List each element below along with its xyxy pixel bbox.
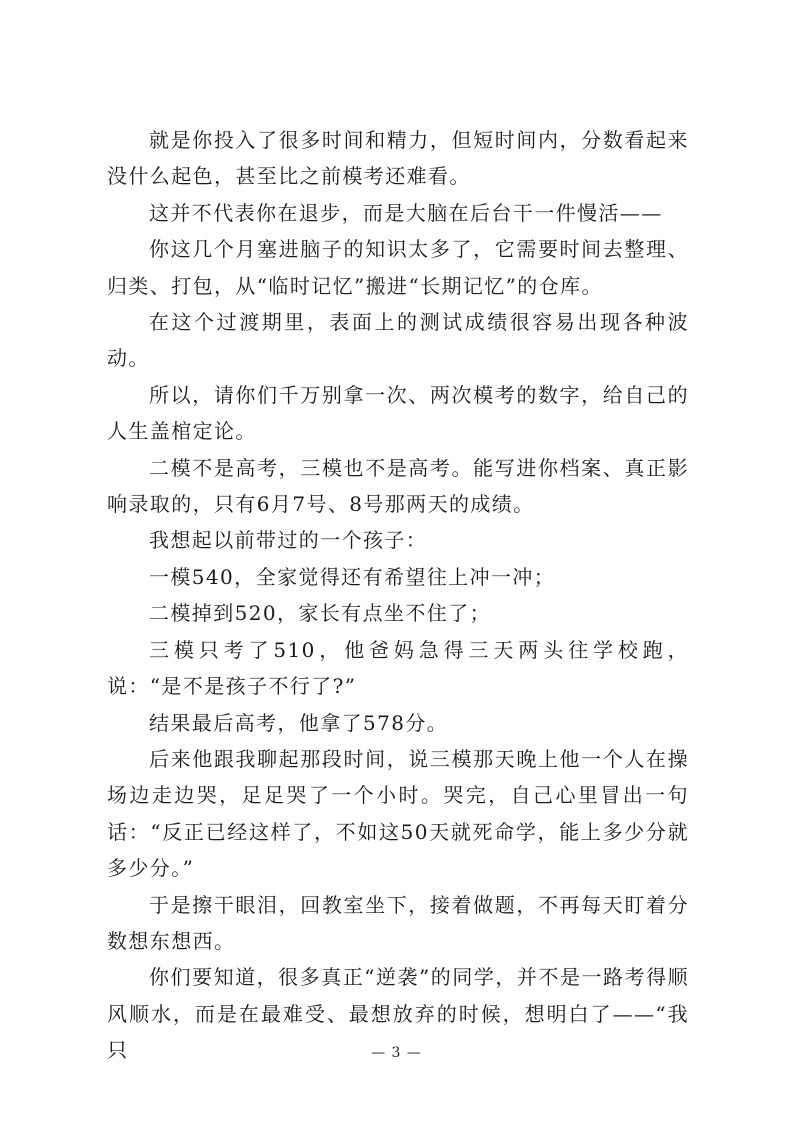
paragraph: 你们要知道，很多真正“逆袭”的同学，并不是一路考得顺风顺水，而是在最难受、最想放弃的时候，想明白了——“我只 — [107, 965, 689, 1063]
paragraph: 三模只考了510，他爸妈急得三天两头往学校跑，说：“是不是孩子不行了?” — [107, 637, 689, 699]
paragraph: 所以，请你们千万别拿一次、两次模考的数字，给自己的人生盖棺定论。 — [107, 382, 689, 444]
paragraph: 在这个过渡期里，表面上的测试成绩很容易出现各种波动。 — [107, 310, 689, 371]
paragraph: 于是擦干眼泪，回教室坐下，接着做题，不再每天盯着分数想东想西。 — [107, 892, 689, 953]
paragraph: 这并不代表你在退步，而是大脑在后台干一件慢活—— — [149, 200, 663, 225]
paragraph: 我想起以前带过的一个孩子： — [149, 528, 428, 553]
paragraph: 二模掉到520，家长有点坐不住了； — [149, 601, 491, 626]
paragraph: 结果最后高考，他拿了578分。 — [149, 710, 449, 735]
body-text — [107, 122, 689, 1069]
paragraph: 一模540，全家觉得还有希望往上冲一冲； — [149, 564, 556, 589]
paragraph: 二模不是高考，三模也不是高考。能写进你档案、真正影响录取的，只有6月7号、8号那两天的成绩。 — [107, 455, 689, 517]
paragraph: 你这几个月塞进脑子的知识太多了，它需要时间去整理、归类、打包，从“临时记忆”搬进“长期记忆”的仓库。 — [107, 237, 689, 298]
paragraph: 后来他跟我聊起那段时间，说三模那天晚上他一个人在操场边走边哭，足足哭了一个小时。哭完，自己心里冒出一句话：“反正已经这样了，不如这50天就死命学，能上多少分就多少分。” — [107, 746, 689, 881]
page-number: — 3 — — [371, 1045, 422, 1061]
paragraph: 就是你投入了很多时间和精力，但短时间内，分数看起来没什么起色，甚至比之前模考还难看。 — [107, 128, 689, 189]
